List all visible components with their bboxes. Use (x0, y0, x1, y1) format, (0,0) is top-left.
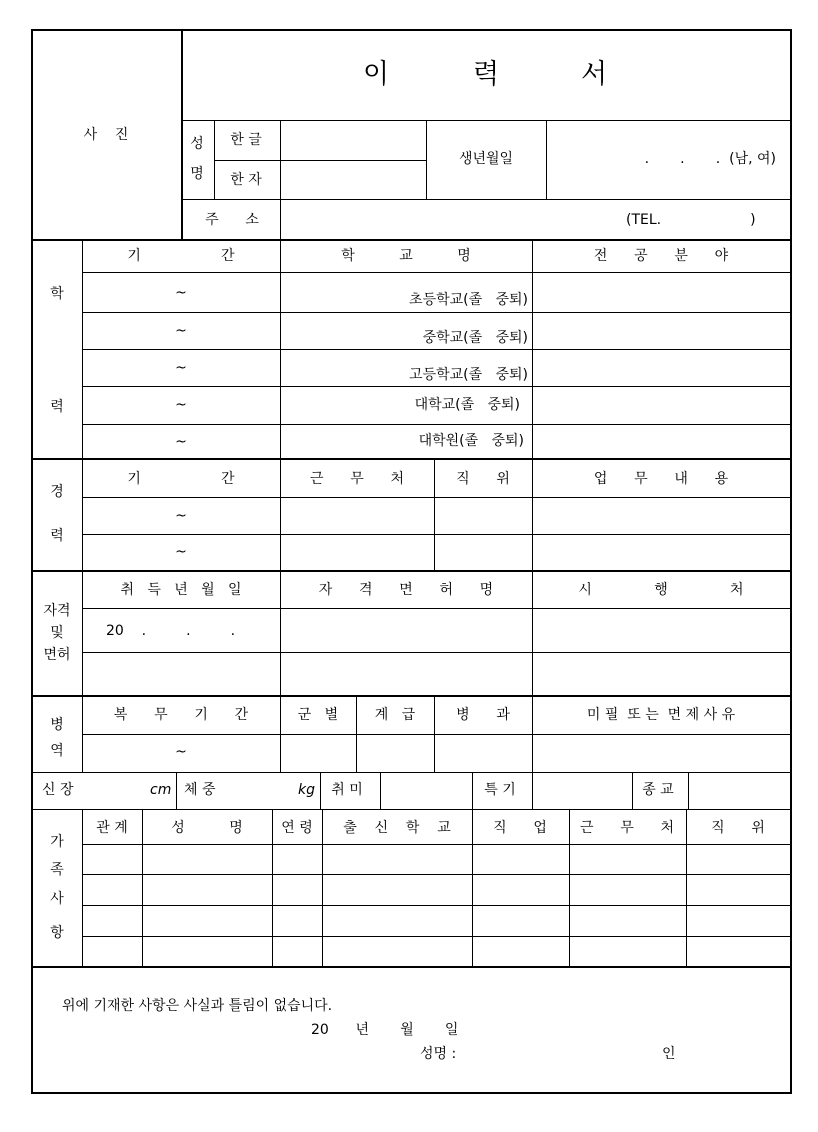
special-skill-label: 특 기 (484, 782, 516, 798)
career-side-2: 력 (50, 528, 64, 544)
line (142, 810, 143, 966)
line (31, 809, 791, 810)
license-date-prefix: 20 . . . (106, 623, 236, 639)
line (181, 199, 791, 200)
education-row-school: 대학교(졸 중퇴) (414, 397, 520, 413)
career-header-period: 기 간 (127, 471, 235, 487)
line (31, 458, 792, 460)
line (82, 497, 791, 498)
birth-value: . . . (남, 여) (644, 151, 776, 167)
line (31, 695, 792, 697)
line (82, 424, 791, 425)
education-row-school: 고등학교(졸 중퇴) (409, 367, 528, 383)
line (532, 571, 533, 696)
military-header-period: 복 무 기 간 (113, 707, 249, 723)
line (82, 734, 791, 735)
border-bottom (31, 1092, 792, 1094)
line (82, 874, 791, 875)
height-unit: cm (150, 782, 172, 798)
line (214, 160, 426, 161)
education-row-school: 대학원(졸 중퇴) (418, 433, 524, 449)
title-char-2: 력 (472, 59, 500, 90)
career-row-period: ~ (175, 544, 187, 560)
line (280, 571, 281, 696)
family-side-3: 사 (50, 891, 64, 907)
border-right (790, 29, 792, 1094)
line (532, 459, 533, 571)
border-left (31, 29, 33, 1094)
line (82, 459, 83, 571)
line (82, 652, 791, 653)
line (426, 120, 427, 199)
footer-seal: 인 (662, 1046, 676, 1062)
weight-label: 체 중 (184, 782, 216, 798)
education-row-school: 초등학교(졸 중퇴) (409, 292, 528, 308)
military-header-exemption: 미 필 또 는 면 제 사 유 (586, 707, 736, 723)
line (31, 570, 792, 572)
line (320, 772, 321, 809)
line (31, 966, 792, 968)
title-char-3: 서 (580, 59, 608, 90)
family-side-4: 항 (50, 925, 64, 941)
line (82, 936, 791, 937)
name-hanja-label: 한 자 (230, 172, 262, 188)
photo-label: 사 진 (83, 127, 129, 143)
military-header-branch: 군 별 (297, 707, 339, 723)
education-row-period: ~ (175, 323, 187, 339)
education-header-period: 기 간 (127, 248, 235, 264)
footer-sign-label: 성명 : (420, 1046, 457, 1062)
weight-unit: kg (298, 782, 315, 798)
line (82, 905, 791, 906)
family-header-name: 성 명 (171, 820, 243, 836)
career-header-duties: 업 무 내 용 (593, 471, 729, 487)
license-side-3: 면허 (43, 647, 71, 663)
line (632, 772, 633, 809)
title-char-1: 이 (362, 59, 390, 90)
education-row-school: 중학교(졸 중퇴) (422, 330, 528, 346)
line (472, 772, 473, 809)
line (82, 349, 791, 350)
license-header-name: 자 격 면 허 명 (318, 582, 494, 598)
line (280, 120, 281, 240)
line (688, 772, 689, 809)
education-header-major: 전 공 분 야 (593, 248, 729, 264)
birth-label: 생년월일 (458, 151, 514, 167)
line (434, 459, 435, 571)
line (31, 772, 791, 773)
line (280, 459, 281, 571)
line (181, 120, 791, 121)
tel-label: (TEL. ) (626, 212, 756, 228)
license-header-date: 취 득 년 월 일 (120, 582, 242, 598)
name-label-1: 성 (190, 136, 204, 152)
family-side-1: 가 (50, 834, 64, 850)
military-side-2: 역 (50, 743, 64, 759)
family-header-job: 직 업 (493, 820, 547, 836)
line (82, 312, 791, 313)
family-header-relation: 관 계 (96, 820, 128, 836)
military-side-1: 병 (50, 717, 64, 733)
hobby-label: 취 미 (331, 782, 363, 798)
line (82, 571, 83, 696)
line (31, 239, 792, 241)
license-side-1: 자격 (43, 603, 71, 619)
line (82, 810, 83, 966)
education-header-school: 학 교 명 (341, 248, 471, 264)
education-side-2: 력 (50, 399, 64, 415)
line (272, 810, 273, 966)
career-header-workplace: 근 무 처 (310, 471, 404, 487)
career-side-1: 경 (50, 484, 64, 500)
line (380, 772, 381, 809)
footer-statement: 위에 기재한 사항은 사실과 틀림이 없습니다. (62, 998, 333, 1014)
line (322, 810, 323, 966)
military-header-rank: 계 급 (374, 707, 416, 723)
line (546, 120, 547, 199)
line (82, 534, 791, 535)
family-header-school: 출 신 학 교 (343, 820, 451, 836)
name-hangul-label: 한 글 (230, 132, 262, 148)
military-period: ~ (175, 744, 187, 760)
family-header-age: 연 령 (281, 820, 313, 836)
line (472, 810, 473, 966)
name-label-2: 명 (190, 166, 204, 182)
line (82, 844, 791, 845)
license-header-issuer: 시 행 처 (578, 582, 744, 598)
education-row-period: ~ (175, 397, 187, 413)
family-header-workplace: 근 무 처 (580, 820, 674, 836)
line (82, 386, 791, 387)
license-side-2: 및 (50, 625, 64, 641)
education-row-period: ~ (175, 285, 187, 301)
address-label: 주 소 (205, 212, 259, 228)
education-side-1: 학 (50, 286, 64, 302)
line (569, 810, 570, 966)
height-label: 신 장 (42, 782, 74, 798)
military-header-specialty: 병 과 (456, 707, 510, 723)
line (82, 608, 791, 609)
education-row-period: ~ (175, 360, 187, 376)
photo-border-right (181, 29, 183, 240)
religion-label: 종 교 (642, 782, 674, 798)
line (532, 772, 533, 809)
footer-date: 20 년 월 일 (311, 1022, 459, 1038)
career-row-period: ~ (175, 508, 187, 524)
career-header-position: 직 위 (456, 471, 510, 487)
border-top (31, 29, 792, 31)
line (176, 772, 177, 809)
education-row-period: ~ (175, 434, 187, 450)
family-header-position: 직 위 (711, 820, 765, 836)
line (686, 810, 687, 966)
line (82, 272, 791, 273)
family-side-2: 족 (50, 862, 64, 878)
